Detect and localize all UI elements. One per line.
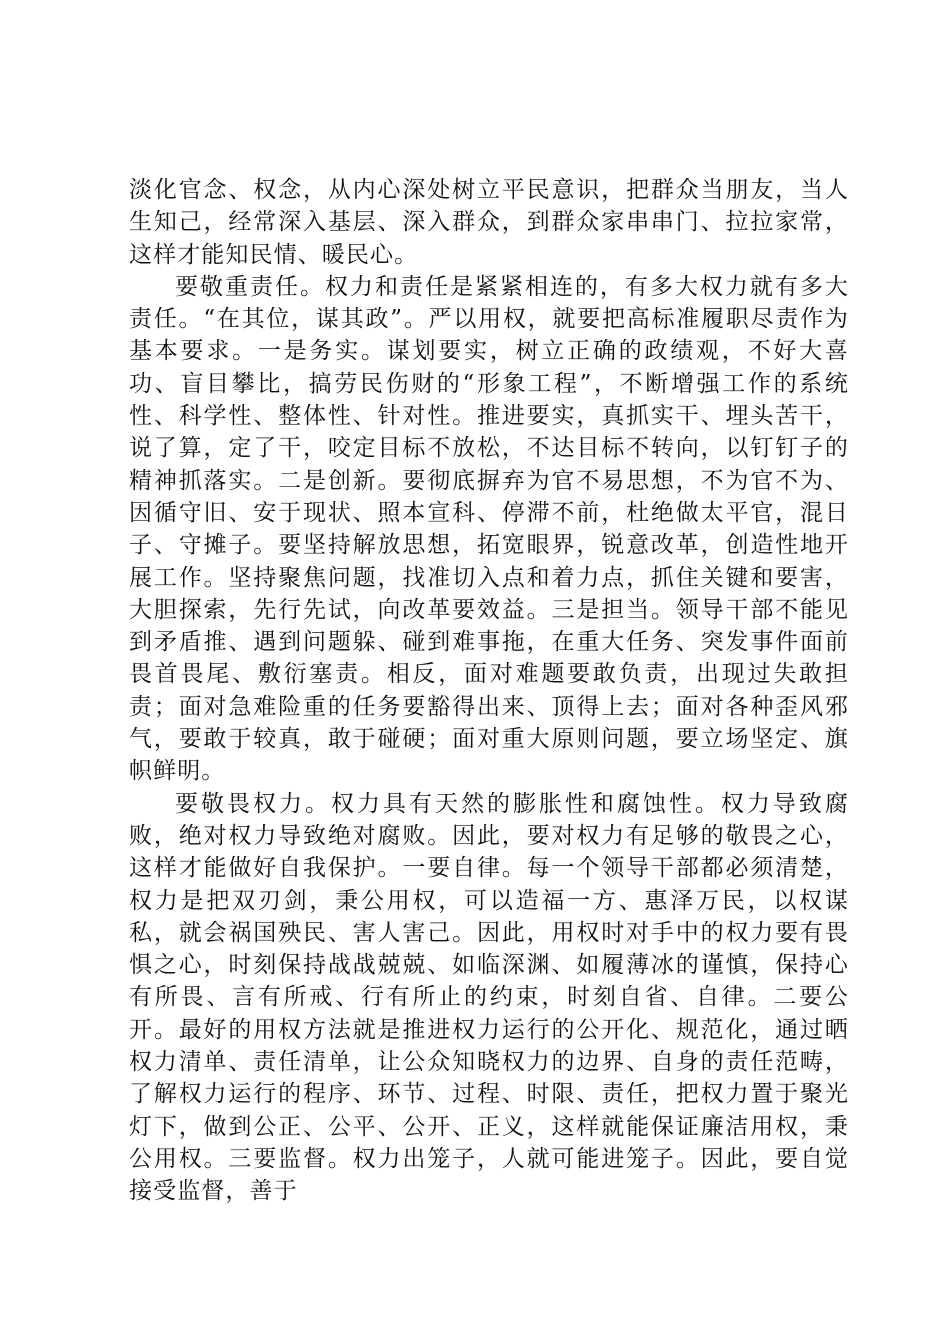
- body-text: [129, 174, 849, 1208]
- paragraph-revere-power: 要敬畏权力。权力具有天然的膨胀性和腐蚀性。权力导致腐败，绝对权力导致绝对腐败。因此，要对权力有足够的敬畏之心，这样才能做好自我保护。一要自律。每一个领导干部都必须清楚，权力是把双刃剑，秉公用权，可以造福一方、惠泽万民，以权谋私，就会祸国殃民、害人害己。因此，用权时对手中的权力要有畏惧之心，时刻保持战战兢兢、如临深渊、如履薄冰的谨慎，保持心有所畏、言有所戒、行有所止的约束，时刻自省、自律。二要公开。最好的用权方法就是推进权力运行的公开化、规范化，通过晒权力清单、责任清单，让公众知晓权力的边界、自身的责任范畴，了解权力运行的程序、环节、过程、时限、责任，把权力置于聚光灯下，做到公正、公平、公开、正义，这样就能保证廉洁用权，秉公用权。三要监督。权力出笼子，人就可能进笼子。因此，要自觉接受监督，善于: [129, 790, 849, 1205]
- paragraph-respect-responsibility: 要敬重责任。权力和责任是紧紧相连的，有多大权力就有多大责任。“在其位，谋其政”。严以用权，就要把高标准履职尽责作为基本要求。一是务实。谋划要实，树立正确的政绩观，不好大喜功、盲目攀比，搞劳民伤财的“形象工程”，不断增强工作的系统性、科学性、整体性、针对性。推进要实，真抓实干、埋头苦干，说了算，定了干，咬定目标不放松，不达目标不转向，以钉钉子的精神抓落实。二是创新。要彻底摒弃为官不易思想，不为官不为、因循守旧、安于现状、照本宣科、停滞不前，杜绝做太平官，混日子、守摊子。要坚持解放思想，拓宽眼界，锐意改革，创造性地开展工作。坚持聚焦问题，找准切入点和着力点，抓住关键和要害，大胆探索，先行先试，向改革要效益。三是担当。领导干部不能见到矛盾推、遇到问题躲、碰到难事拖，在重大任务、突发事件面前畏首畏尾、敷衍塞责。相反，面对难题要敢负责，出现过失敢担责；面对急难险重的任务要豁得出来、顶得上去；面对各种歪风邪气，要敢于较真，敢于碰硬；面对重大原则问题，要立场坚定、旗帜鲜明。: [129, 273, 849, 785]
- paragraph-continuation: 淡化官念、权念，从内心深处树立平民意识，把群众当朋友，当人生知己，经常深入基层、深入群众，到群众家串串门、拉拉家常，这样才能知民情、暖民心。: [129, 177, 849, 268]
